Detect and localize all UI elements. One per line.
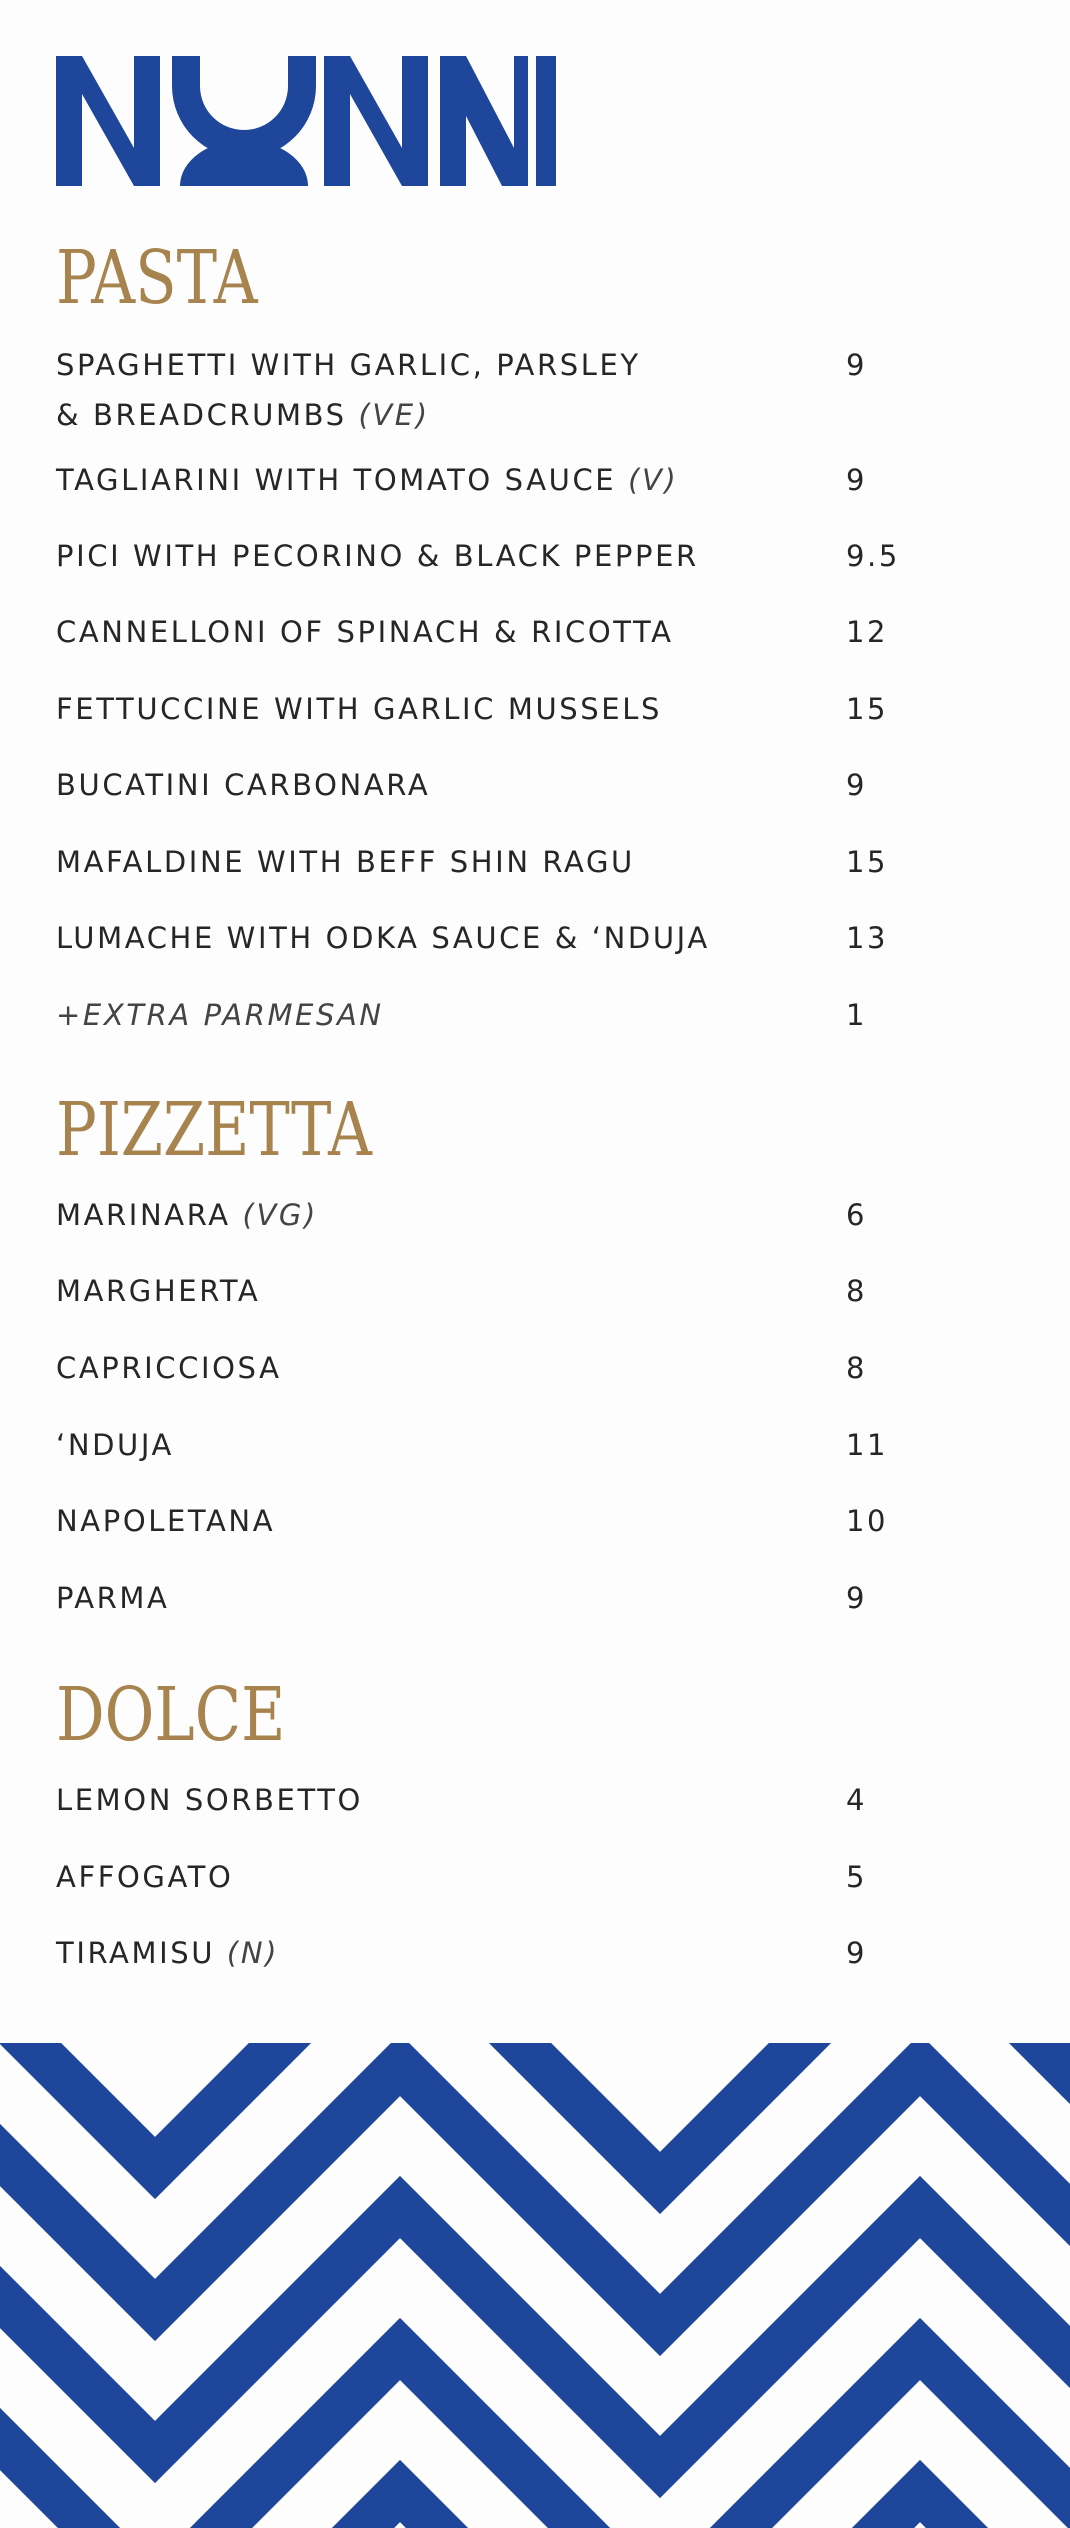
- menu-item: [56, 837, 956, 887]
- menu-item: [56, 1852, 956, 1902]
- section-title-pasta: PASTA: [56, 235, 258, 321]
- item-price: 1: [846, 998, 868, 1032]
- item-name: PICI WITH PECORINO & BLACK PEPPER: [56, 539, 699, 573]
- menu-item: [56, 455, 956, 505]
- item-name: LUMACHE WITH ODKA SAUCE & ‘NDUJA: [56, 921, 710, 955]
- item-name: TAGLIARINI WITH TOMATO SAUCE (V): [56, 463, 679, 497]
- item-price: 15: [846, 692, 889, 726]
- menu-item: [56, 684, 956, 734]
- item-name: FETTUCCINE WITH GARLIC MUSSELS: [56, 692, 662, 726]
- menu-item: [56, 1266, 956, 1316]
- menu-item: [56, 1928, 956, 1978]
- item-name: NAPOLETANA: [56, 1504, 276, 1538]
- item-price: 11: [846, 1428, 889, 1462]
- menu-item: [56, 1190, 956, 1240]
- item-price: 8: [846, 1274, 868, 1308]
- dietary-note: (VE): [358, 398, 430, 432]
- item-price: 9.5: [846, 539, 900, 573]
- menu-item: [56, 1775, 956, 1825]
- menu-item: [56, 1573, 956, 1623]
- item-name: AFFOGATO: [56, 1860, 234, 1894]
- menu-item: [56, 340, 956, 440]
- menu-item-extra: [56, 990, 956, 1040]
- menu-item: [56, 913, 956, 963]
- chevron-pattern: [0, 2043, 1070, 2528]
- item-name: SPAGHETTI WITH GARLIC, PARSLEY & BREADCRUMBS (VE): [56, 348, 641, 432]
- dietary-note: (V): [628, 463, 679, 497]
- section-title-dolce: DOLCE: [56, 1672, 286, 1758]
- item-price: 15: [846, 845, 889, 879]
- dietary-note: (N): [226, 1936, 280, 1970]
- item-name: LEMON SORBETTO: [56, 1783, 363, 1817]
- item-name: BUCATINI CARBONARA: [56, 768, 431, 802]
- menu-item: [56, 1420, 956, 1470]
- item-name: PARMA: [56, 1581, 170, 1615]
- item-price: 9: [846, 768, 868, 802]
- menu-item: [56, 531, 956, 581]
- item-price: 10: [846, 1504, 889, 1538]
- item-price: 9: [846, 348, 868, 382]
- item-price: 5: [846, 1860, 868, 1894]
- item-price: 6: [846, 1198, 868, 1232]
- dietary-note: (VG): [242, 1198, 318, 1232]
- menu-item: [56, 760, 956, 810]
- item-price: 13: [846, 921, 889, 955]
- item-price: 4: [846, 1783, 868, 1817]
- item-name: MARGHERTA: [56, 1274, 261, 1308]
- item-name: CANNELLONI OF SPINACH & RICOTTA: [56, 615, 674, 649]
- item-name: MAFALDINE WITH BEFF SHIN RAGU: [56, 845, 635, 879]
- menu-item: [56, 1343, 956, 1393]
- nonni-logo: [56, 56, 556, 191]
- menu-item: [56, 1496, 956, 1546]
- item-name: +EXTRA PARMESAN: [56, 998, 384, 1032]
- menu-item: [56, 607, 956, 657]
- section-title-pizzetta: PIZZETTA: [56, 1087, 372, 1173]
- item-price: 9: [846, 1581, 868, 1615]
- item-price: 9: [846, 463, 868, 497]
- item-price: 8: [846, 1351, 868, 1385]
- item-name: MARINARA (VG): [56, 1198, 318, 1232]
- item-price: 12: [846, 615, 889, 649]
- item-name: ‘NDUJA: [56, 1428, 174, 1462]
- item-price: 9: [846, 1936, 868, 1970]
- item-name: CAPRICCIOSA: [56, 1351, 282, 1385]
- item-name: TIRAMISU (N): [56, 1936, 280, 1970]
